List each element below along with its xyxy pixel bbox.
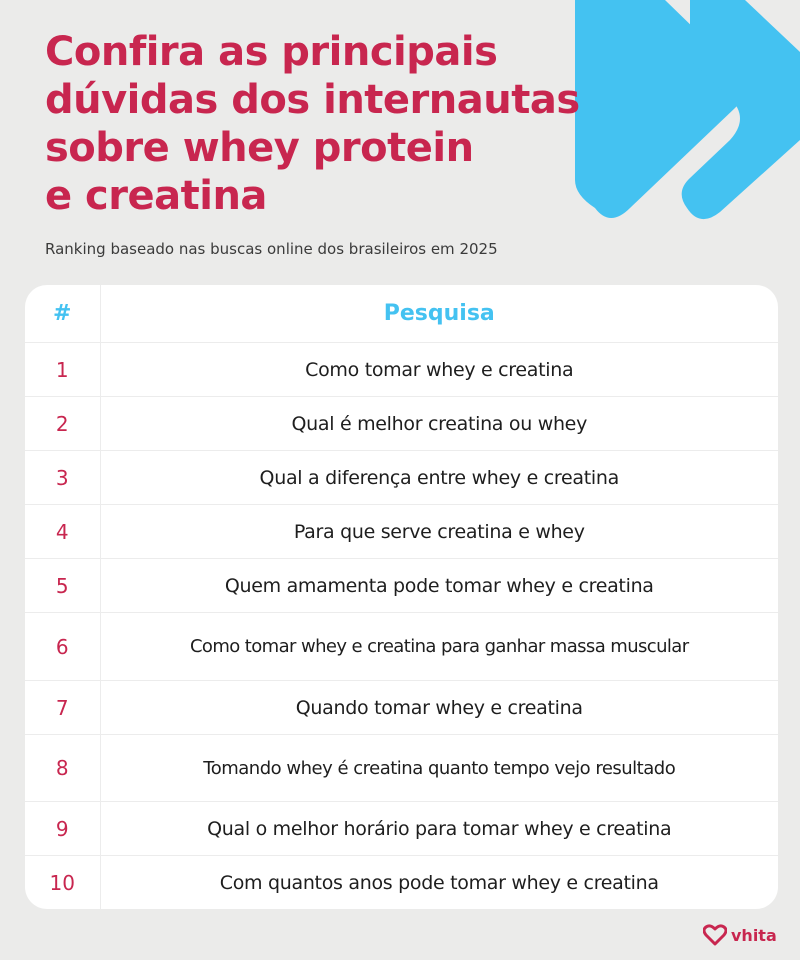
- headline-line: e creatina: [45, 173, 267, 219]
- table-row: [25, 681, 778, 735]
- heart-icon: [703, 924, 727, 946]
- subtitle: Ranking baseado nas buscas online dos brasileiros em 2025: [45, 240, 498, 258]
- query-column-header: Pesquisa: [383, 301, 495, 326]
- rank-column-header: #: [25, 285, 100, 343]
- rank-cell: 2: [25, 397, 100, 451]
- rank-cell: 8: [25, 735, 100, 802]
- query-cell: Tomando whey é creatina quanto tempo vejo resultado: [100, 735, 778, 802]
- query-cell: Como tomar whey e creatina para ganhar massa muscular: [100, 613, 778, 681]
- headline-line: dúvidas dos internautas: [45, 77, 580, 123]
- query-cell: Qual é melhor creatina ou whey: [100, 397, 778, 451]
- query-cell: Com quantos anos pode tomar whey e creatina: [100, 856, 778, 910]
- table-row: [25, 559, 778, 613]
- query-cell: Quem amamenta pode tomar whey e creatina: [100, 559, 778, 613]
- headline: [45, 28, 665, 220]
- ranking-table-card: [25, 285, 778, 909]
- table-header-row: [25, 285, 778, 343]
- query-cell: Quando tomar whey e creatina: [100, 681, 778, 735]
- rank-cell: 5: [25, 559, 100, 613]
- query-cell: Qual a diferença entre whey e creatina: [100, 451, 778, 505]
- table-row: [25, 613, 778, 681]
- table-row: [25, 451, 778, 505]
- rank-cell: 4: [25, 505, 100, 559]
- table-row: [25, 856, 778, 910]
- rank-cell: 1: [25, 343, 100, 397]
- headline-line: sobre whey protein: [45, 125, 474, 171]
- rank-cell: 7: [25, 681, 100, 735]
- rank-cell: 10: [25, 856, 100, 910]
- vhita-logo: [703, 924, 777, 946]
- table-row: [25, 802, 778, 856]
- query-cell: Qual o melhor horário para tomar whey e creatina: [100, 802, 778, 856]
- table-row: [25, 343, 778, 397]
- query-cell: Como tomar whey e creatina: [100, 343, 778, 397]
- table-row: [25, 397, 778, 451]
- table-row: [25, 505, 778, 559]
- query-cell: Para que serve creatina e whey: [100, 505, 778, 559]
- rank-cell: 6: [25, 613, 100, 681]
- headline-line: Confira as principais: [45, 29, 498, 75]
- logo-text: vhita: [731, 925, 777, 945]
- rank-cell: 9: [25, 802, 100, 856]
- ranking-table: [25, 285, 778, 909]
- table-row: [25, 735, 778, 802]
- rank-cell: 3: [25, 451, 100, 505]
